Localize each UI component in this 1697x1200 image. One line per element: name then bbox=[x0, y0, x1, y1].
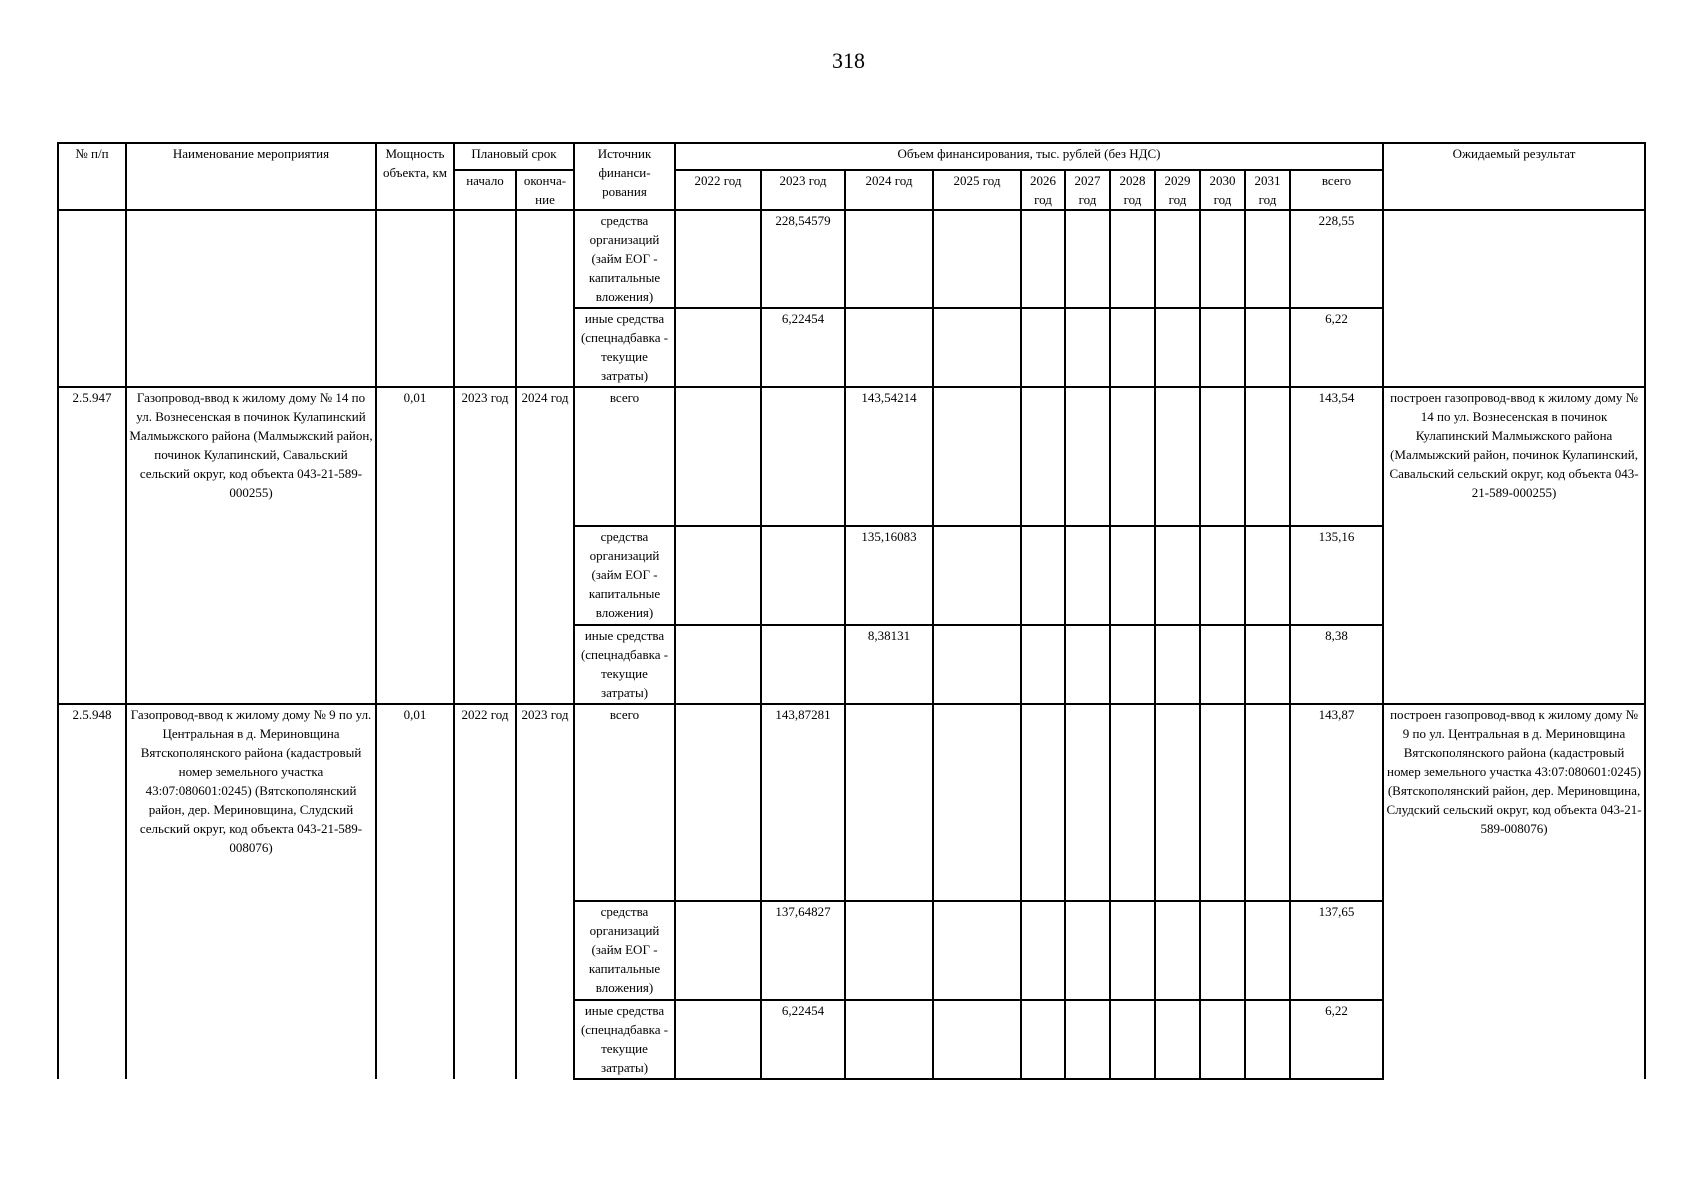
cell-2024 bbox=[845, 308, 933, 387]
header-plan-term: Плановый срок bbox=[454, 143, 574, 170]
cell-capacity: 0,01 bbox=[376, 387, 454, 704]
cell-2030 bbox=[1200, 704, 1245, 901]
cell-2023: 228,54579 bbox=[761, 210, 845, 308]
cell-2028 bbox=[1110, 901, 1155, 1000]
cell-2030 bbox=[1200, 387, 1245, 526]
header-num: № п/п bbox=[58, 143, 126, 210]
cell-source: средства организаций (займ ЕОГ - капитальные вложения) bbox=[574, 901, 675, 1000]
header-year: 2024 год bbox=[845, 170, 933, 210]
cell-source: средства организаций (займ ЕОГ - капитальные вложения) bbox=[574, 210, 675, 308]
table-row bbox=[58, 704, 1645, 901]
header-year: 2029 год bbox=[1155, 170, 1200, 210]
cell-2028 bbox=[1110, 526, 1155, 625]
cell-2029 bbox=[1155, 308, 1200, 387]
cell-2027 bbox=[1065, 210, 1110, 308]
cell-2028 bbox=[1110, 1000, 1155, 1079]
header-year: 2031 год bbox=[1245, 170, 1290, 210]
cell-2023: 6,22454 bbox=[761, 308, 845, 387]
cell-2022 bbox=[675, 1000, 761, 1079]
cell-total: 143,87 bbox=[1290, 704, 1383, 901]
header-result: Ожидаемый результат bbox=[1383, 143, 1645, 210]
cell-2029 bbox=[1155, 704, 1200, 901]
cell-name: Газопровод-ввод к жилому дому № 14 по ул. Вознесенская в починок Кулапинский Малмыжского района (Малмыжский район, починок Кулапинский, Савальский сельский округ, код объекта 043-21-589-000255) bbox=[126, 387, 376, 704]
cell-2023: 6,22454 bbox=[761, 1000, 845, 1079]
cell-2024 bbox=[845, 704, 933, 901]
cell-2029 bbox=[1155, 387, 1200, 526]
cell-source: иные средства (спецнадбавка - текущие затраты) bbox=[574, 308, 675, 387]
cell-source: всего bbox=[574, 704, 675, 901]
cell-2030 bbox=[1200, 901, 1245, 1000]
header-name: Наименование мероприятия bbox=[126, 143, 376, 210]
cell-empty bbox=[126, 210, 376, 387]
header-year: 2027 год bbox=[1065, 170, 1110, 210]
header-end: оконча-ние bbox=[516, 170, 574, 210]
cell-2022 bbox=[675, 308, 761, 387]
cell-capacity: 0,01 bbox=[376, 704, 454, 1079]
cell-2031 bbox=[1245, 526, 1290, 625]
cell-2028 bbox=[1110, 704, 1155, 901]
cell-2027 bbox=[1065, 308, 1110, 387]
cell-2022 bbox=[675, 210, 761, 308]
cell-total: 135,16 bbox=[1290, 526, 1383, 625]
cell-total: 137,65 bbox=[1290, 901, 1383, 1000]
cell-2031 bbox=[1245, 387, 1290, 526]
header-capacity: Мощность объекта, км bbox=[376, 143, 454, 210]
cell-2023 bbox=[761, 526, 845, 625]
cell-total: 143,54 bbox=[1290, 387, 1383, 526]
cell-2026 bbox=[1021, 901, 1065, 1000]
cell-2028 bbox=[1110, 210, 1155, 308]
cell-total: 228,55 bbox=[1290, 210, 1383, 308]
cell-2026 bbox=[1021, 308, 1065, 387]
cell-start: 2023 год bbox=[454, 387, 516, 704]
cell-2031 bbox=[1245, 210, 1290, 308]
cell-2026 bbox=[1021, 625, 1065, 704]
cell-name: Газопровод-ввод к жилому дому № 9 по ул. Центральная в д. Мериновщина Вятскополянского района (кадастровый номер земельного участка 43:07:080601:0245) (Вятскополянский район, дер. Мериновщина, Слудский сельский округ, код объекта 043-21-589-008076) bbox=[126, 704, 376, 1079]
cell-result bbox=[1383, 210, 1645, 387]
cell-total: 6,22 bbox=[1290, 1000, 1383, 1079]
table-row bbox=[58, 210, 1645, 308]
financing-table bbox=[57, 142, 1646, 1080]
cell-2027 bbox=[1065, 704, 1110, 901]
cell-end: 2024 год bbox=[516, 387, 574, 704]
cell-2025 bbox=[933, 1000, 1021, 1079]
cell-2023: 143,87281 bbox=[761, 704, 845, 901]
cell-2022 bbox=[675, 901, 761, 1000]
cell-2031 bbox=[1245, 704, 1290, 901]
cell-result: построен газопровод-ввод к жилому дому № 9 по ул. Центральная в д. Мериновщина Вятскополянского района (кадастровый номер земельного участка 43:07:080601:0245) (Вятскополянский район, дер. Мериновщина, Слудский сельский округ, код объекта 043-21-589-008076) bbox=[1383, 704, 1645, 1079]
cell-2029 bbox=[1155, 901, 1200, 1000]
cell-2029 bbox=[1155, 526, 1200, 625]
header-year: 2023 год bbox=[761, 170, 845, 210]
header-total: всего bbox=[1290, 170, 1383, 210]
cell-2024 bbox=[845, 210, 933, 308]
cell-2030 bbox=[1200, 526, 1245, 625]
cell-2024 bbox=[845, 901, 933, 1000]
header-year: 2030 год bbox=[1200, 170, 1245, 210]
cell-2023 bbox=[761, 387, 845, 526]
table-row bbox=[58, 387, 1645, 526]
cell-source: иные средства (спецнадбавка - текущие затраты) bbox=[574, 625, 675, 704]
cell-2027 bbox=[1065, 625, 1110, 704]
cell-2028 bbox=[1110, 387, 1155, 526]
cell-2022 bbox=[675, 526, 761, 625]
header-year: 2022 год bbox=[675, 170, 761, 210]
cell-source: средства организаций (займ ЕОГ - капитальные вложения) bbox=[574, 526, 675, 625]
cell-2023: 137,64827 bbox=[761, 901, 845, 1000]
cell-empty bbox=[454, 210, 516, 387]
header-year: 2026 год bbox=[1021, 170, 1065, 210]
header-start: начало bbox=[454, 170, 516, 210]
cell-2027 bbox=[1065, 387, 1110, 526]
cell-2026 bbox=[1021, 704, 1065, 901]
cell-2027 bbox=[1065, 1000, 1110, 1079]
cell-2029 bbox=[1155, 210, 1200, 308]
cell-2025 bbox=[933, 704, 1021, 901]
cell-2028 bbox=[1110, 625, 1155, 704]
cell-2023 bbox=[761, 625, 845, 704]
header-source: Источник финанси-рования bbox=[574, 143, 675, 210]
header-funding: Объем финансирования, тыс. рублей (без НДС) bbox=[675, 143, 1383, 170]
cell-2031 bbox=[1245, 901, 1290, 1000]
cell-2025 bbox=[933, 901, 1021, 1000]
cell-2031 bbox=[1245, 308, 1290, 387]
cell-2024: 135,16083 bbox=[845, 526, 933, 625]
cell-2025 bbox=[933, 210, 1021, 308]
cell-2030 bbox=[1200, 1000, 1245, 1079]
cell-start: 2022 год bbox=[454, 704, 516, 1079]
cell-2022 bbox=[675, 704, 761, 901]
cell-2024: 8,38131 bbox=[845, 625, 933, 704]
cell-source: иные средства (спецнадбавка - текущие затраты) bbox=[574, 1000, 675, 1079]
cell-2026 bbox=[1021, 210, 1065, 308]
cell-2031 bbox=[1245, 625, 1290, 704]
cell-total: 8,38 bbox=[1290, 625, 1383, 704]
cell-2028 bbox=[1110, 308, 1155, 387]
cell-2026 bbox=[1021, 526, 1065, 625]
cell-2026 bbox=[1021, 1000, 1065, 1079]
cell-result: построен газопровод-ввод к жилому дому № 14 по ул. Вознесенская в починок Кулапинский Малмыжского района (Малмыжский район, починок Кулапинский, Савальский сельский округ, код объекта 043-21-589-000255) bbox=[1383, 387, 1645, 704]
cell-2030 bbox=[1200, 625, 1245, 704]
cell-2022 bbox=[675, 387, 761, 526]
cell-num: 2.5.948 bbox=[58, 704, 126, 1079]
cell-2027 bbox=[1065, 526, 1110, 625]
cell-2029 bbox=[1155, 625, 1200, 704]
cell-end: 2023 год bbox=[516, 704, 574, 1079]
header-year: 2028 год bbox=[1110, 170, 1155, 210]
cell-2024: 143,54214 bbox=[845, 387, 933, 526]
cell-total: 6,22 bbox=[1290, 308, 1383, 387]
cell-2029 bbox=[1155, 1000, 1200, 1079]
cell-empty bbox=[376, 210, 454, 387]
header-row-1 bbox=[58, 143, 1645, 170]
cell-2026 bbox=[1021, 387, 1065, 526]
page-number: 318 bbox=[832, 48, 865, 73]
cell-2025 bbox=[933, 308, 1021, 387]
cell-2025 bbox=[933, 387, 1021, 526]
cell-source: всего bbox=[574, 387, 675, 526]
cell-2030 bbox=[1200, 308, 1245, 387]
cell-num: 2.5.947 bbox=[58, 387, 126, 704]
header-year: 2025 год bbox=[933, 170, 1021, 210]
cell-2022 bbox=[675, 625, 761, 704]
cell-empty bbox=[58, 210, 126, 387]
cell-2025 bbox=[933, 526, 1021, 625]
cell-2025 bbox=[933, 625, 1021, 704]
cell-2024 bbox=[845, 1000, 933, 1079]
cell-2027 bbox=[1065, 901, 1110, 1000]
cell-empty bbox=[516, 210, 574, 387]
cell-2031 bbox=[1245, 1000, 1290, 1079]
cell-2030 bbox=[1200, 210, 1245, 308]
